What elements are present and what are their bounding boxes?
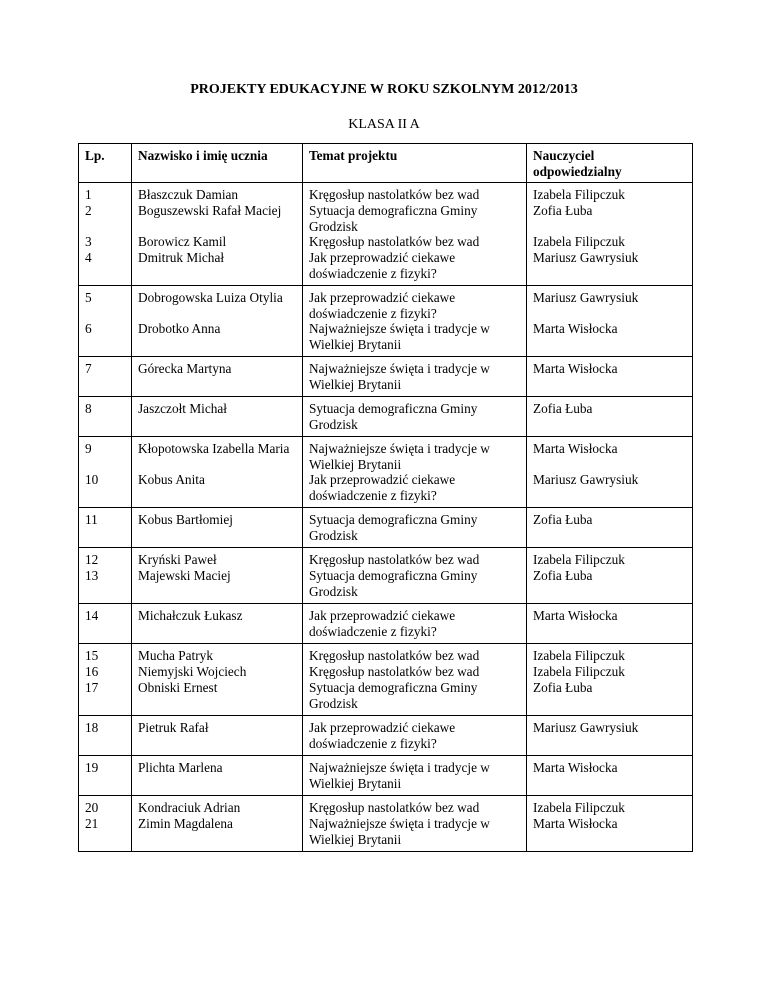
project-topic: Najważniejsze święta i tradycje w Wielkiej Brytanii (309, 321, 490, 352)
teacher-cell (527, 548, 693, 604)
lp-value: 20 (85, 800, 99, 815)
lp-cell (79, 756, 132, 796)
project-topic: Najważniejsze święta i tradycje w Wielkiej Brytanii (309, 760, 490, 791)
teacher-name: Marta Wisłocka (533, 608, 618, 623)
project-topic-cell (303, 716, 527, 756)
project-topic-cell (303, 437, 527, 508)
header-student-name: Nazwisko i imię ucznia (132, 144, 303, 183)
project-topic-cell (303, 604, 527, 644)
lp-cell (79, 796, 132, 852)
lp-value: 7 (85, 361, 92, 376)
teacher-cell (527, 437, 693, 508)
project-topic-cell (303, 183, 527, 286)
teacher-cell (527, 357, 693, 397)
teacher-cell (527, 508, 693, 548)
page-title: PROJEKTY EDUKACYJNE W ROKU SZKOLNYM 2012/2013 (190, 82, 578, 97)
teacher-name: Izabela Filipczuk (533, 648, 625, 663)
teacher-name: Marta Wisłocka (533, 441, 618, 456)
teacher-name: Marta Wisłocka (533, 361, 618, 376)
student-name-cell (132, 716, 303, 756)
table-row (79, 286, 693, 357)
lp-value: 6 (85, 321, 92, 336)
project-topic: Kręgosłup nastolatków bez wad (309, 800, 480, 815)
lp-value: 18 (85, 720, 99, 735)
lp-value: 14 (85, 608, 99, 623)
student-name: Dmitruk Michał (138, 250, 225, 265)
project-topic-cell (303, 548, 527, 604)
project-topic: Sytuacja demograficzna Gminy Grodzisk (309, 401, 478, 432)
table-row (79, 604, 693, 644)
project-topic: Kręgosłup nastolatków bez wad (309, 664, 480, 679)
lp-value: 9 (85, 441, 92, 456)
teacher-name: Zofia Łuba (533, 401, 593, 416)
teacher-name: Marta Wisłocka (533, 321, 618, 336)
student-name: Niemyjski Wojciech (138, 664, 247, 679)
lp-cell (79, 397, 132, 437)
table-row (79, 397, 693, 437)
student-name: Borowicz Kamil (138, 234, 227, 249)
table-row (79, 508, 693, 548)
table-body (79, 183, 693, 852)
project-topic-cell (303, 397, 527, 437)
lp-value: 3 (85, 234, 92, 249)
lp-value: 13 (85, 568, 99, 583)
student-name: Kłopotowska Izabella Maria (138, 441, 290, 456)
table-row (79, 548, 693, 604)
teacher-name: Marta Wisłocka (533, 816, 618, 831)
project-topic: Najważniejsze święta i tradycje w Wielkiej Brytanii (309, 361, 490, 392)
teacher-cell (527, 604, 693, 644)
student-name: Kryński Paweł (138, 552, 217, 567)
project-topic: Najważniejsze święta i tradycje w Wielkiej Brytanii (309, 816, 490, 847)
project-topic-cell (303, 644, 527, 716)
student-name: Kobus Anita (138, 472, 205, 487)
project-topic: Sytuacja demograficzna Gminy Grodzisk (309, 568, 478, 599)
student-name: Plichta Marlena (138, 760, 223, 775)
teacher-name: Mariusz Gawrysiuk (533, 250, 639, 265)
lp-cell (79, 286, 132, 357)
lp-value: 8 (85, 401, 92, 416)
teacher-name: Zofia Łuba (533, 203, 593, 218)
student-name-cell (132, 548, 303, 604)
teacher-name: Zofia Łuba (533, 568, 593, 583)
table-row (79, 357, 693, 397)
student-name: Zimin Magdalena (138, 816, 233, 831)
student-name: Michałczuk Łukasz (138, 608, 243, 623)
project-topic-cell (303, 756, 527, 796)
student-name-cell (132, 604, 303, 644)
teacher-name: Izabela Filipczuk (533, 234, 625, 249)
header-teacher: Nauczyciel odpowiedzialny (527, 144, 693, 183)
project-topic: Sytuacja demograficzna Gminy Grodzisk (309, 203, 478, 234)
student-name: Dobrogowska Luiza Otylia (138, 290, 283, 305)
lp-value: 19 (85, 760, 99, 775)
project-topic: Sytuacja demograficzna Gminy Grodzisk (309, 680, 478, 711)
student-name-cell (132, 644, 303, 716)
student-name-cell (132, 437, 303, 508)
teacher-cell (527, 716, 693, 756)
lp-value: 2 (85, 203, 92, 218)
project-topic-cell (303, 286, 527, 357)
teacher-cell (527, 183, 693, 286)
teacher-name: Mariusz Gawrysiuk (533, 720, 639, 735)
table-row (79, 716, 693, 756)
lp-cell (79, 716, 132, 756)
teacher-name: Izabela Filipczuk (533, 800, 625, 815)
teacher-cell (527, 796, 693, 852)
teacher-name: Mariusz Gawrysiuk (533, 290, 639, 305)
teacher-cell (527, 756, 693, 796)
teacher-name: Izabela Filipczuk (533, 552, 625, 567)
projects-table (78, 143, 693, 852)
student-name: Błaszczuk Damian (138, 187, 239, 202)
project-topic-cell (303, 357, 527, 397)
teacher-cell (527, 644, 693, 716)
header-lp: Lp. (79, 144, 132, 183)
lp-value: 17 (85, 680, 99, 695)
table-row (79, 437, 693, 508)
student-name: Jaszczołt Michał (138, 401, 227, 416)
teacher-name: Marta Wisłocka (533, 760, 618, 775)
project-topic: Sytuacja demograficzna Gminy Grodzisk (309, 512, 478, 543)
lp-cell (79, 508, 132, 548)
lp-cell (79, 548, 132, 604)
student-name-cell (132, 508, 303, 548)
teacher-name: Izabela Filipczuk (533, 664, 625, 679)
lp-value: 5 (85, 290, 92, 305)
project-topic-cell (303, 508, 527, 548)
lp-value: 12 (85, 552, 99, 567)
student-name-cell (132, 357, 303, 397)
lp-cell (79, 437, 132, 508)
table-row (79, 796, 693, 852)
student-name-cell (132, 397, 303, 437)
teacher-cell (527, 286, 693, 357)
lp-value: 21 (85, 816, 99, 831)
student-name: Kondraciuk Adrian (138, 800, 241, 815)
student-name: Górecka Martyna (138, 361, 232, 376)
teacher-cell (527, 397, 693, 437)
student-name: Mucha Patryk (138, 648, 213, 663)
teacher-name: Zofia Łuba (533, 680, 593, 695)
project-topic: Kręgosłup nastolatków bez wad (309, 648, 480, 663)
lp-cell (79, 357, 132, 397)
teacher-name: Zofia Łuba (533, 512, 593, 527)
lp-value: 15 (85, 648, 99, 663)
lp-value: 4 (85, 250, 92, 265)
project-topic: Jak przeprowadzić ciekawe doświadczenie z fizyki? (309, 250, 456, 281)
project-topic: Kręgosłup nastolatków bez wad (309, 187, 480, 202)
table-header-row (79, 144, 693, 183)
lp-cell (79, 604, 132, 644)
project-topic: Jak przeprowadzić ciekawe doświadczenie z fizyki? (309, 472, 456, 503)
lp-cell (79, 644, 132, 716)
table-row (79, 183, 693, 286)
project-topic: Najważniejsze święta i tradycje w Wielkiej Brytanii (309, 441, 490, 472)
table-row (79, 644, 693, 716)
student-name: Pietruk Rafał (138, 720, 209, 735)
student-name-cell (132, 796, 303, 852)
student-name-cell (132, 756, 303, 796)
teacher-name: Mariusz Gawrysiuk (533, 472, 639, 487)
student-name-cell (132, 286, 303, 357)
student-name: Kobus Bartłomiej (138, 512, 233, 527)
project-topic: Kręgosłup nastolatków bez wad (309, 234, 480, 249)
project-topic-cell (303, 796, 527, 852)
lp-value: 16 (85, 664, 99, 679)
lp-value: 11 (85, 512, 98, 527)
project-topic: Jak przeprowadzić ciekawe doświadczenie z fizyki? (309, 608, 456, 639)
lp-value: 1 (85, 187, 92, 202)
student-name-cell (132, 183, 303, 286)
student-name: Boguszewski Rafał Maciej (138, 203, 282, 218)
project-topic: Jak przeprowadzić ciekawe doświadczenie z fizyki? (309, 290, 456, 321)
project-topic: Jak przeprowadzić ciekawe doświadczenie z fizyki? (309, 720, 456, 751)
student-name: Obniski Ernest (138, 680, 218, 695)
header-project-topic: Temat projektu (303, 144, 527, 183)
lp-cell (79, 183, 132, 286)
class-label: KLASA II A (348, 117, 420, 132)
teacher-name: Izabela Filipczuk (533, 187, 625, 202)
project-topic: Kręgosłup nastolatków bez wad (309, 552, 480, 567)
student-name: Majewski Maciej (138, 568, 231, 583)
student-name: Drobotko Anna (138, 321, 221, 336)
lp-value: 10 (85, 472, 99, 487)
table-row (79, 756, 693, 796)
